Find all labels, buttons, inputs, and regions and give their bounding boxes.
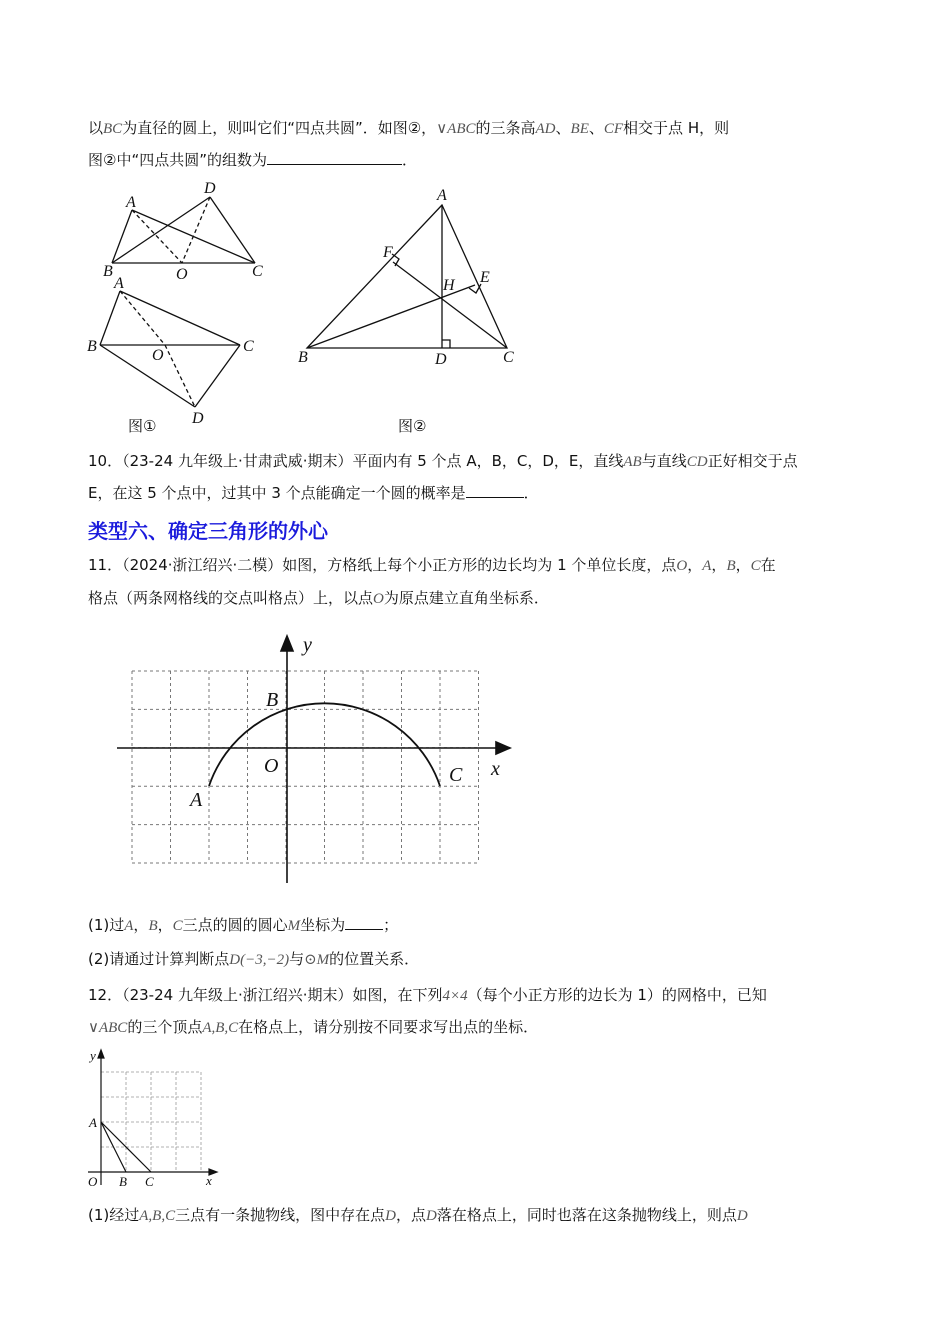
figure-2-caption: 图②	[398, 417, 427, 435]
text: ，	[157, 916, 173, 934]
math: O	[676, 558, 688, 574]
math: BE	[570, 121, 589, 137]
q11-axes	[117, 636, 510, 883]
math: AB	[623, 454, 642, 470]
math: ∨ABC	[436, 121, 476, 137]
text: 落在格点上，同时也落在这条抛物线上，则点	[436, 1206, 737, 1224]
point-label-b: B	[119, 1174, 127, 1189]
text: 的位置关系．	[329, 950, 420, 968]
text: ，	[711, 556, 727, 574]
answer-blank[interactable]	[345, 915, 383, 930]
text: 以	[88, 119, 104, 137]
math: M	[287, 918, 301, 934]
math: AD	[535, 121, 556, 137]
text: 相交于点 H，则	[623, 119, 730, 137]
answer-blank[interactable]	[466, 483, 524, 498]
section-title: 类型六、确定三角形的外心	[88, 519, 328, 543]
axis-label-x: x	[491, 758, 500, 780]
label: A	[437, 187, 447, 204]
label: A	[126, 194, 136, 211]
math: CD	[686, 454, 708, 470]
text: 与	[289, 950, 305, 968]
text: 、	[588, 119, 604, 137]
text: 为直径的圆上，则叫它们“四点共圆”．如图②，	[122, 119, 437, 137]
math: CF	[603, 121, 624, 137]
math: D(−3,−2)	[229, 952, 290, 968]
label: B	[298, 349, 308, 366]
text: ；	[383, 916, 399, 934]
q12-grid	[101, 1072, 201, 1172]
axis-label-y: y	[303, 634, 312, 656]
text: 格点（两条网格线的交点叫格点）上，以点	[88, 589, 374, 607]
q10-line2	[88, 483, 539, 503]
label: C	[503, 349, 514, 366]
text: 与直线	[641, 452, 687, 470]
math: C	[750, 558, 761, 574]
text: (1)过	[88, 916, 125, 934]
text: 坐标为	[300, 916, 346, 934]
text: 三点有一条抛物线，图中存在点	[175, 1206, 386, 1224]
text: 的三个顶点	[127, 1018, 203, 1036]
text: 正好相交于点	[707, 452, 798, 470]
q10-line1	[88, 451, 798, 472]
text: ．	[402, 151, 418, 169]
axis-label-x: x	[206, 1173, 212, 1188]
label: D	[192, 410, 204, 427]
label: E	[480, 269, 490, 286]
text: 11．（2024·浙江绍兴·二模）如图，方格纸上每个小正方形的边长均为 1 个单位长度，点	[88, 556, 677, 574]
origin-label: O	[88, 1174, 98, 1189]
q12-line2	[88, 1017, 538, 1038]
q11-part2	[88, 949, 419, 970]
figure-2	[307, 205, 507, 348]
math: ⊙M	[304, 952, 330, 968]
math: B	[726, 558, 736, 574]
text: ，	[133, 916, 149, 934]
math: D	[736, 1208, 748, 1224]
text: ，点	[395, 1206, 426, 1224]
axis-label-y: y	[90, 1048, 96, 1063]
text: 10．（23-24 九年级上·甘肃武威·期末）平面内有 5 个点 A，B，C，D，E，直线	[88, 452, 624, 470]
point-label-c: C	[145, 1174, 154, 1189]
math: A,B,C	[202, 1020, 239, 1036]
math: D	[425, 1208, 437, 1224]
figure-1-caption: 图①	[128, 417, 157, 435]
point-label-a: A	[190, 789, 203, 811]
label: D	[204, 180, 216, 197]
label: C	[243, 338, 254, 355]
figure-1-bottom	[100, 291, 240, 407]
text: 12．（23-24 九年级上·浙江绍兴·期末）如图，在下列	[88, 986, 443, 1004]
text: 为原点建立直角坐标系．	[383, 589, 549, 607]
point-label-c: C	[449, 764, 463, 786]
label: C	[252, 263, 263, 280]
q12-line1	[88, 985, 767, 1006]
label: O	[176, 266, 188, 283]
text: 的三条高	[475, 119, 536, 137]
math: A	[702, 558, 712, 574]
label: O	[152, 347, 164, 364]
q11-line1	[88, 555, 776, 576]
math: B	[148, 918, 158, 934]
text: E，在这 5 个点中，过其中 3 个点能确定一个圆的概率是	[88, 484, 466, 502]
text: (1)经过	[88, 1206, 140, 1224]
q12-axes	[88, 1050, 217, 1185]
text: 在格点上，请分别按不同要求写出点的坐标．	[238, 1018, 539, 1036]
text: 、	[555, 119, 571, 137]
point-label-b: B	[266, 689, 279, 711]
math: ∨ABC	[88, 1020, 128, 1036]
q11-line2	[88, 588, 549, 609]
text: ，	[735, 556, 751, 574]
point-label-a: A	[89, 1115, 97, 1130]
label: B	[103, 263, 113, 280]
label: D	[435, 351, 447, 368]
text: 三点的圆的圆心	[182, 916, 288, 934]
text: ．	[523, 484, 539, 502]
q12-part1	[88, 1205, 748, 1226]
label: A	[114, 275, 124, 292]
text: 图②中“四点共圆”的组数为	[88, 151, 267, 169]
q11-grid	[132, 671, 479, 863]
math: O	[373, 591, 384, 607]
math: A	[124, 918, 134, 934]
label: H	[443, 277, 455, 294]
origin-label: O	[264, 755, 279, 777]
text: (2)请通过计算判断点	[88, 950, 230, 968]
text: 在	[760, 556, 776, 574]
math: A,B,C	[139, 1208, 176, 1224]
math: D	[385, 1208, 396, 1224]
text: （每个小正方形的边长为 1）的网格中，已知	[467, 986, 767, 1004]
math: C	[172, 918, 183, 934]
math: BC	[103, 121, 123, 137]
math: 4×4	[442, 988, 468, 1004]
label: F	[383, 244, 393, 261]
label: B	[87, 338, 97, 355]
text: ，	[687, 556, 703, 574]
q11-part1	[88, 915, 398, 936]
